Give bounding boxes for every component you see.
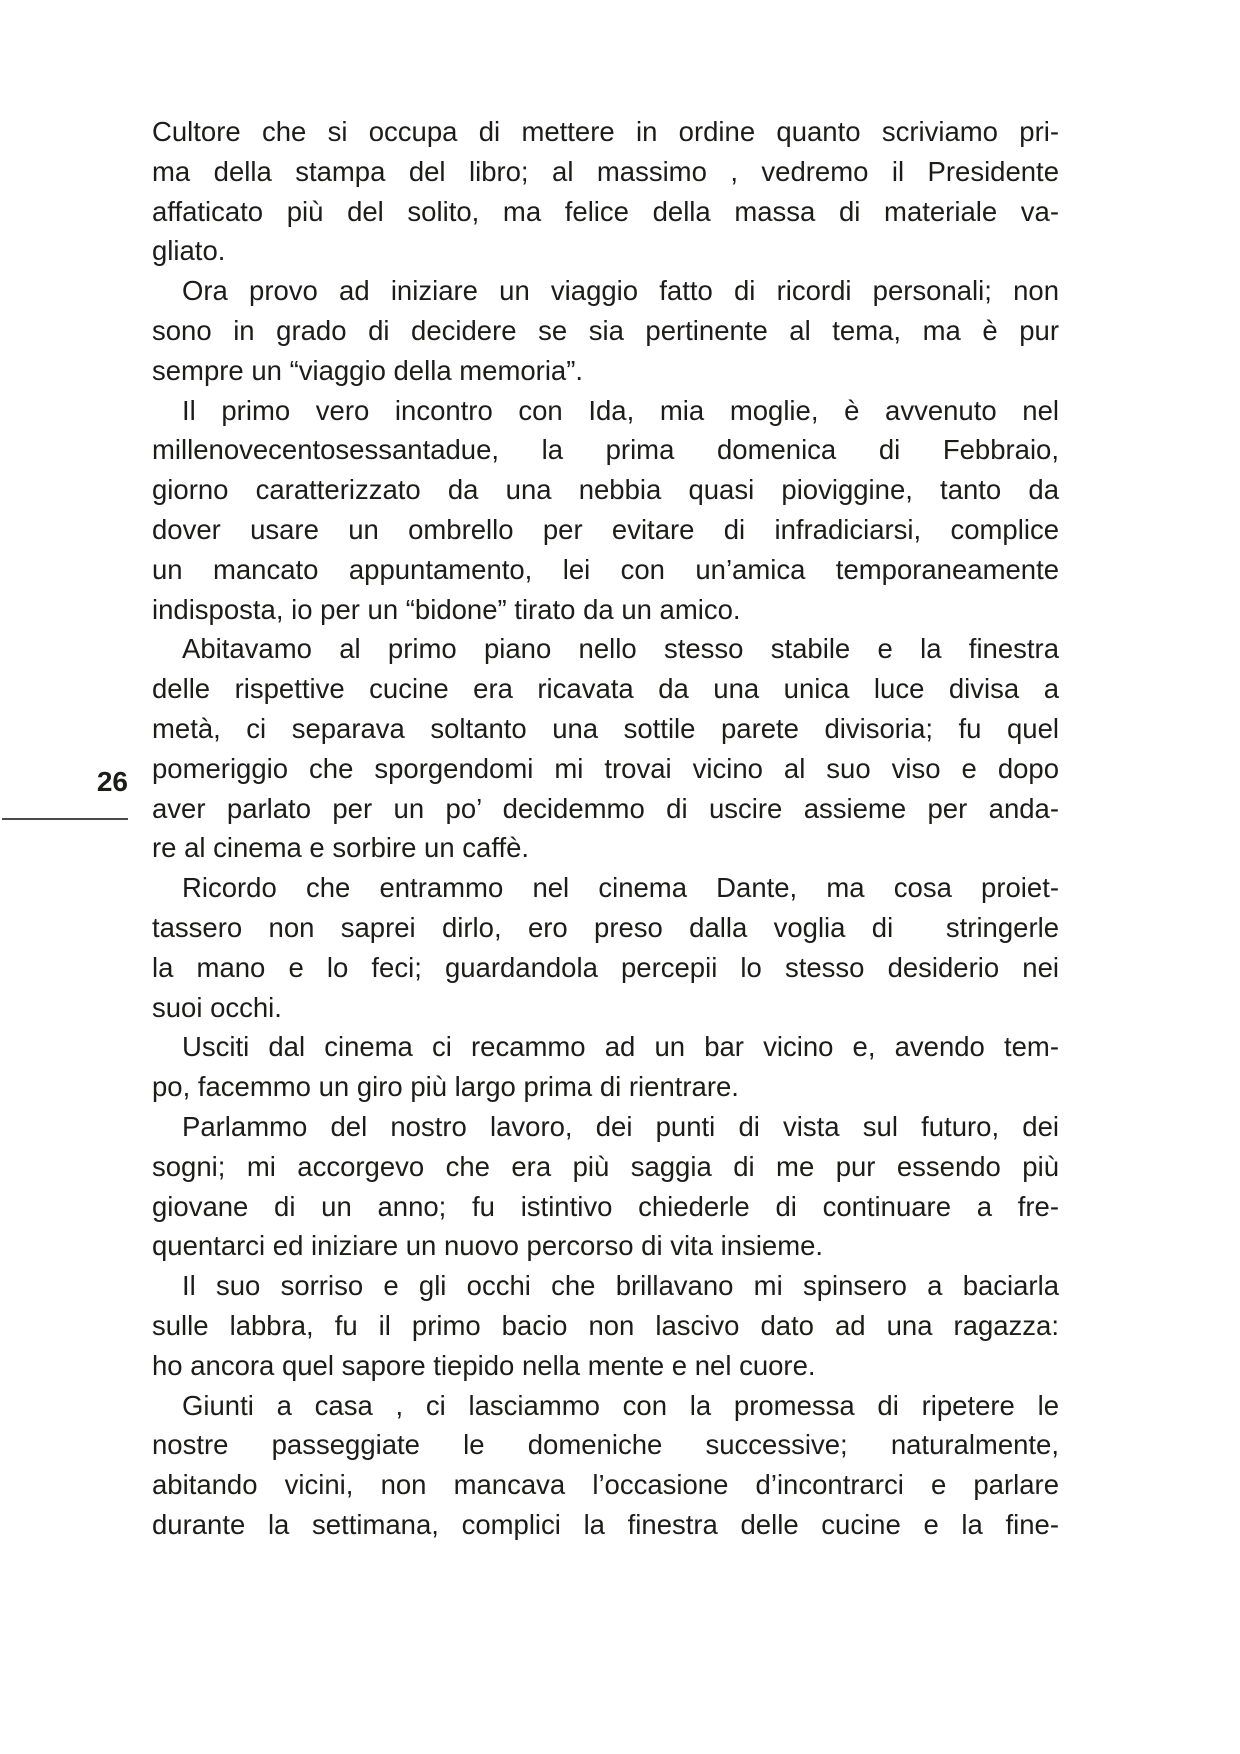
text-line: Parlammo del nostro lavoro, dei punti di vista sul futuro, dei	[182, 1110, 1059, 1142]
paragraph	[152, 391, 1059, 630]
text-line: po, facemmo un giro più largo prima di rientrare.	[152, 1071, 739, 1103]
paragraph	[152, 1027, 1059, 1107]
text-line: Abitavamo al primo piano nello stesso stabile e la finestra	[182, 633, 1059, 665]
text-line: sempre un “viaggio della memoria”.	[152, 354, 584, 386]
text-line: quentarci ed iniziare un nuovo percorso di vita insieme.	[152, 1230, 824, 1262]
text-line: la mano e lo feci; guardandola percepii lo stesso desiderio nei	[152, 951, 1059, 983]
text-line: metà, ci separava soltanto una sottile parete divisoria; fu quel	[152, 712, 1059, 744]
text-line: indisposta, io per un “bidone” tirato da un amico.	[152, 593, 741, 625]
text-line: re al cinema e sorbire un caffè.	[152, 832, 530, 864]
text-line: ho ancora quel sapore tiepido nella mente e nel cuore.	[152, 1349, 816, 1381]
text-line: affaticato più del solito, ma felice della massa di materiale va-	[152, 195, 1059, 227]
text-line: durante la settimana, complici la finestra delle cucine e la fine-	[152, 1508, 1059, 1540]
text-line: sogni; mi accorgevo che era più saggia di me pur essendo più	[152, 1150, 1059, 1182]
paragraph	[152, 868, 1059, 1027]
text-line: giovane di un anno; fu istintivo chiederle di continuare a fre-	[152, 1190, 1059, 1222]
text-line: Giunti a casa , ci lasciammo con la promessa di ripetere le	[182, 1389, 1059, 1421]
paragraph	[152, 112, 1059, 271]
text-line: Il suo sorriso e gli occhi che brillavano mi spinsero a baciarla	[182, 1270, 1059, 1302]
page-number-block	[0, 766, 128, 820]
text-line: un mancato appuntamento, lei con un’amica temporaneamente	[152, 553, 1059, 585]
paragraph	[152, 1107, 1059, 1266]
text-line: dover usare un ombrello per evitare di infradiciarsi, complice	[152, 513, 1059, 545]
text-line: Il primo vero incontro con Ida, mia moglie, è avvenuto nel	[182, 394, 1059, 426]
text-line: gliato.	[152, 235, 226, 267]
page-number: 26	[96, 766, 128, 797]
text-line: aver parlato per un po’ decidemmo di uscire assieme per anda-	[152, 792, 1059, 824]
text-line: abitando vicini, non mancava l’occasione d’incontrarci e parlare	[152, 1469, 1059, 1501]
text-line: Ora provo ad iniziare un viaggio fatto di ricordi personali; non	[182, 275, 1059, 307]
paragraph	[152, 1386, 1059, 1545]
text-line: pomeriggio che sporgendomi mi trovai vicino al suo viso e dopo	[152, 752, 1059, 784]
text-line: giorno caratterizzato da una nebbia quasi pioviggine, tanto da	[152, 474, 1059, 506]
text-line: tassero non saprei dirlo, ero preso dalla voglia di stringerle	[152, 911, 1059, 943]
text-line: nostre passeggiate le domeniche successive; naturalmente,	[152, 1429, 1059, 1461]
text-line: sono in grado di decidere se sia pertinente al tema, ma è pur	[152, 314, 1059, 346]
text-line: Ricordo che entrammo nel cinema Dante, ma cosa proiet-	[182, 872, 1059, 904]
text-line: millenovecentosessantadue, la prima domenica di Febbraio,	[152, 434, 1059, 466]
body-text-column	[152, 112, 1059, 1545]
text-line: delle rispettive cucine era ricavata da una unica luce divisa a	[152, 673, 1059, 705]
paragraph	[152, 629, 1059, 868]
paragraph	[152, 271, 1059, 390]
paragraph	[152, 1266, 1059, 1385]
page-number-rule	[2, 818, 128, 820]
text-line: Usciti dal cinema ci recammo ad un bar vicino e, avendo tem-	[182, 1031, 1059, 1063]
text-line: sulle labbra, fu il primo bacio non lascivo dato ad una ragazza:	[152, 1309, 1059, 1341]
text-line: ma della stampa del libro; al massimo , vedremo il Presidente	[152, 155, 1059, 187]
text-line: suoi occhi.	[152, 991, 282, 1023]
text-line: Cultore che si occupa di mettere in ordine quanto scriviamo pri-	[152, 116, 1059, 147]
